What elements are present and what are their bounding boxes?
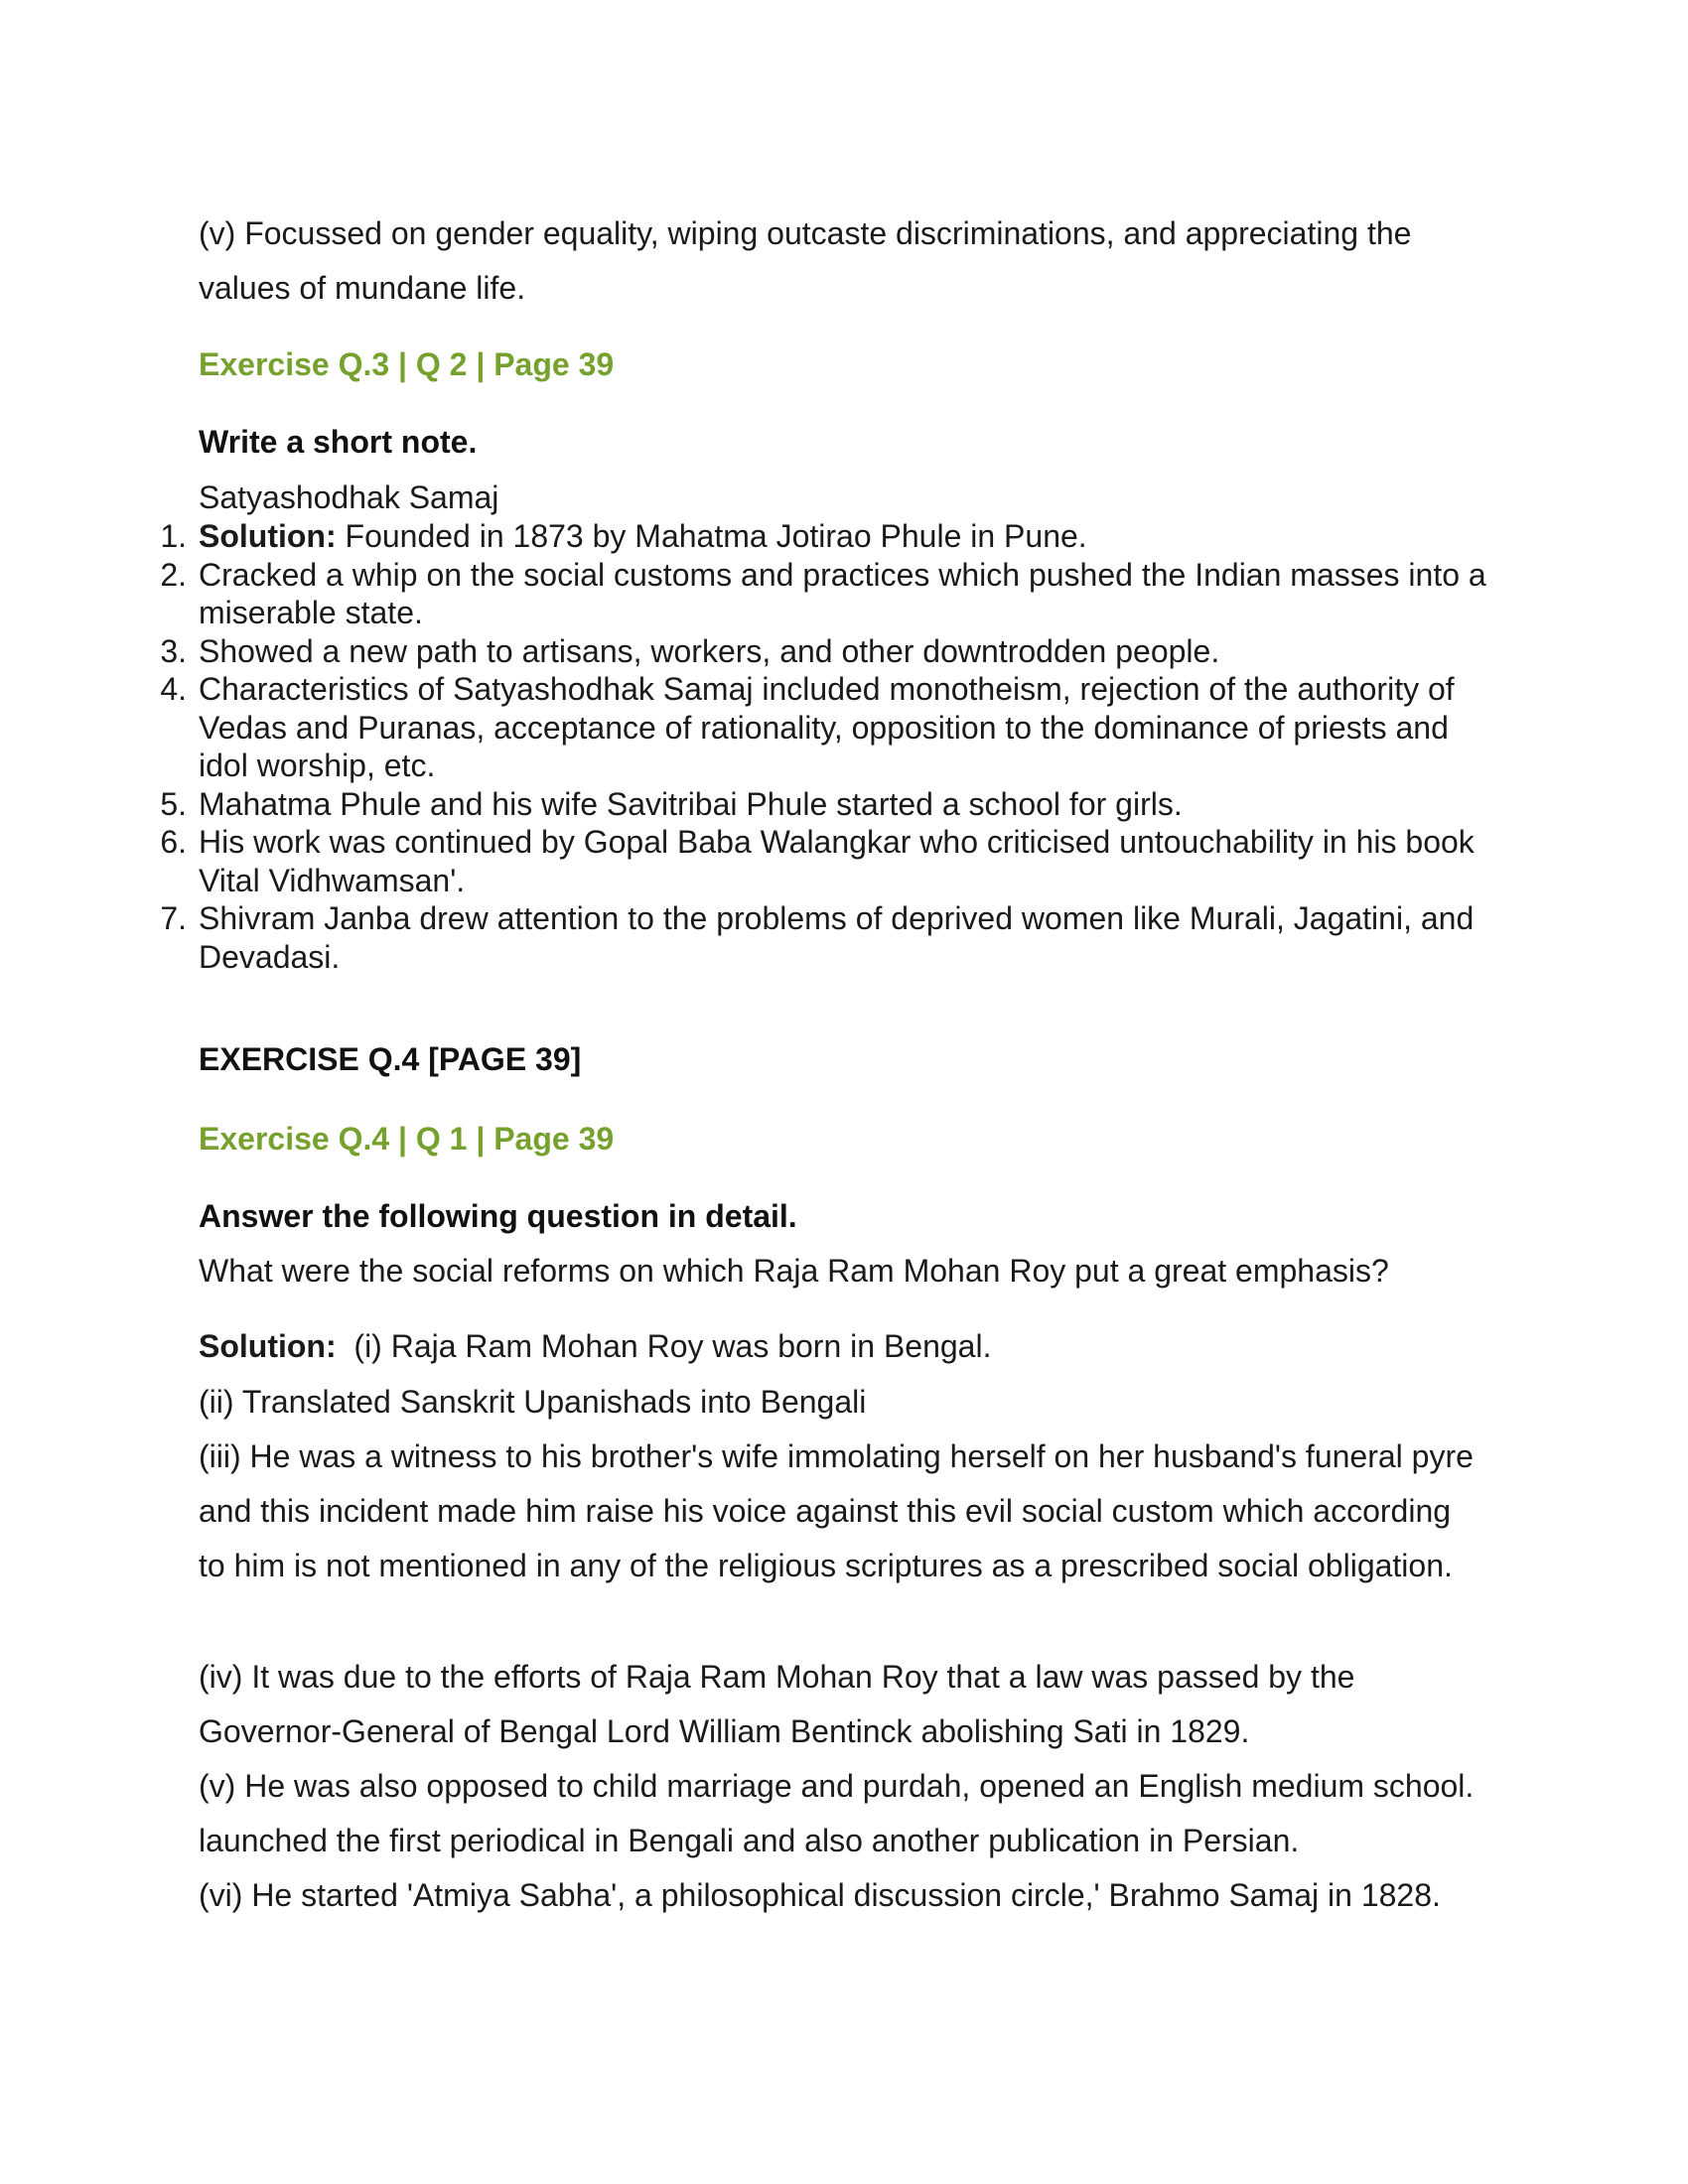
list-number: 6. <box>160 824 187 860</box>
solution-label: Solution: <box>199 1328 337 1364</box>
section-heading: EXERCISE Q.4 [PAGE 39] <box>199 1041 582 1077</box>
list-item <box>160 823 1499 899</box>
solution-text: (i) Raja Ram Mohan Roy was born in Bengal. <box>353 1328 992 1364</box>
list-item-text: Cracked a whip on the social customs and practices which pushed the Indian masses into a miserable state. <box>199 556 1486 630</box>
list-number: 1. <box>160 518 187 554</box>
solution-sixth-point: (vi) He started 'Atmiya Sabha', a philosophical discussion circle,' Brahmo Samaj in 1828. <box>199 1877 1441 1913</box>
list-number: 3. <box>160 632 187 669</box>
list-item <box>160 899 1499 976</box>
list-item-text: Showed a new path to artisans, workers, and other downtrodden people. <box>199 632 1220 669</box>
solution-fifth-point: (v) He was also opposed to child marriage and purdah, opened an English medium school. launched the first periodical in Bengali and also another publication in Persian. <box>199 1768 1475 1858</box>
list-item-text: Characteristics of Satyashodhak Samaj included monotheism, rejection of the authority of Vedas and Puranas, acceptance of rationality, opposition to the dominance of priests and idol worship, etc. <box>199 671 1455 783</box>
list-item <box>160 785 1499 824</box>
solution-first-point <box>199 1319 1479 1374</box>
q3-topic: Satyashodhak Samaj <box>199 479 499 515</box>
list-number: 2. <box>160 556 187 593</box>
q4-heading: Exercise Q.4 | Q 1 | Page 39 <box>199 1121 615 1157</box>
solution-fourth-point: (iv) It was due to the efforts of Raja Ram Mohan Roy that a law was passed by the Governor-General of Bengal Lord William Bentinck abolishing Sati in 1829. <box>199 1659 1355 1749</box>
top-paragraph: (v) Focussed on gender equality, wiping outcaste discriminations, and appreciating the values of mundane life. <box>199 215 1412 306</box>
list-item <box>160 556 1499 632</box>
list-number: 4. <box>160 671 187 707</box>
list-item-text: Founded in 1873 by Mahatma Jotirao Phule in Pune. <box>336 518 1087 554</box>
q4-instruction: Answer the following question in detail. <box>199 1198 797 1234</box>
q4-question: What were the social reforms on which Raja Ram Mohan Roy put a great emphasis? <box>199 1253 1389 1289</box>
solution-third-point: (iii) He was a witness to his brother's wife immolating herself on her husband's funeral pyre and this incident made him raise his voice against this evil social custom which according to him is not mentioned in any of the religious scriptures as a prescribed social obligation. <box>199 1438 1474 1583</box>
solution-label: Solution: <box>199 518 337 554</box>
list-number: 5. <box>160 785 187 822</box>
list-item <box>160 632 1499 671</box>
list-number: 7. <box>160 900 187 936</box>
q3-points-list <box>160 517 1499 976</box>
q3-instruction: Write a short note. <box>199 424 478 460</box>
list-item-text: His work was continued by Gopal Baba Walangkar who criticised untouchability in his book Vital Vidhwamsan'. <box>199 824 1475 898</box>
solution-second-point: (ii) Translated Sanskrit Upanishads into Bengali <box>199 1384 867 1420</box>
list-item <box>160 517 1499 556</box>
q3-heading: Exercise Q.3 | Q 2 | Page 39 <box>199 346 615 382</box>
list-item <box>160 670 1499 785</box>
list-item-text: Mahatma Phule and his wife Savitribai Phule started a school for girls. <box>199 785 1183 822</box>
list-item-text: Shivram Janba drew attention to the problems of deprived women like Murali, Jagatini, and Devadasi. <box>199 900 1475 975</box>
